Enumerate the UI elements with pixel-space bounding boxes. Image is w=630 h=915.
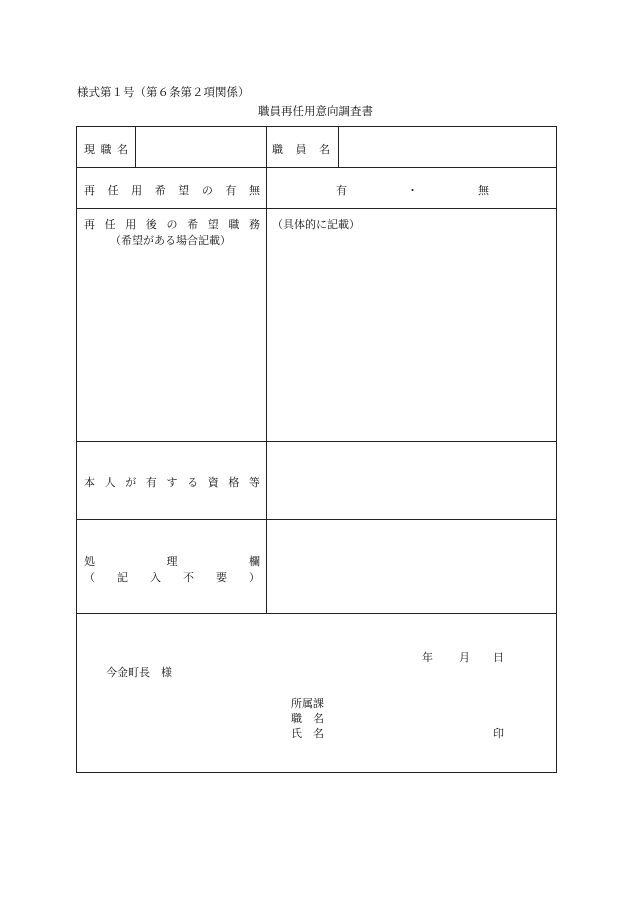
position-label: 職 名 — [291, 712, 324, 725]
row-divider — [77, 613, 556, 614]
option-no[interactable]: 無 — [478, 184, 489, 197]
label-char: 職 — [100, 143, 112, 156]
option-yes[interactable]: 有 — [336, 184, 347, 197]
label-char: 現 — [84, 143, 95, 156]
row-divider — [77, 208, 556, 209]
seal-mark: 印 — [493, 727, 504, 740]
label-char: 名 — [319, 143, 330, 156]
column-divider — [135, 127, 136, 167]
reappointment-wish-label: 再 任 用 希 望 の 有 無 — [84, 184, 260, 197]
column-divider — [338, 127, 339, 167]
employee-name-field[interactable] — [343, 141, 548, 157]
option-separator: ・ — [407, 184, 418, 197]
desired-duty-note: （希望がある場合記載） — [110, 234, 231, 247]
name-label: 氏 名 — [291, 727, 324, 740]
current-position-label — [84, 141, 128, 157]
qualifications-label: 本 人 が 有 す る 資 格 等 — [84, 476, 260, 489]
date-year: 年 — [422, 651, 433, 664]
date-month: 月 — [459, 651, 470, 664]
desired-duty-hint: （具体的に記載） — [272, 218, 360, 231]
processing-label: 処 理 欄 — [84, 555, 260, 568]
label-char: 員 — [295, 143, 307, 156]
employee-name-label — [272, 141, 330, 157]
dept-label: 所属課 — [291, 697, 324, 710]
column-divider — [266, 127, 267, 613]
desired-duty-label: 再 任 用 後 の 希 望 職 務 — [84, 218, 260, 231]
date-day: 日 — [493, 651, 504, 664]
label-char: 名 — [117, 143, 128, 156]
processing-note: （ 記 入 不 要 ） — [84, 571, 260, 584]
label-char: 職 — [272, 143, 283, 156]
survey-form-table — [76, 126, 557, 773]
current-position-field[interactable] — [139, 141, 259, 157]
row-divider — [77, 167, 556, 168]
row-divider — [77, 441, 556, 442]
row-divider — [77, 519, 556, 520]
addressee: 今金町長 様 — [106, 666, 172, 679]
form-number: 様式第１号（第６条第２項関係） — [77, 85, 250, 99]
page-title: 職員再任用意向調査書 — [258, 104, 373, 118]
